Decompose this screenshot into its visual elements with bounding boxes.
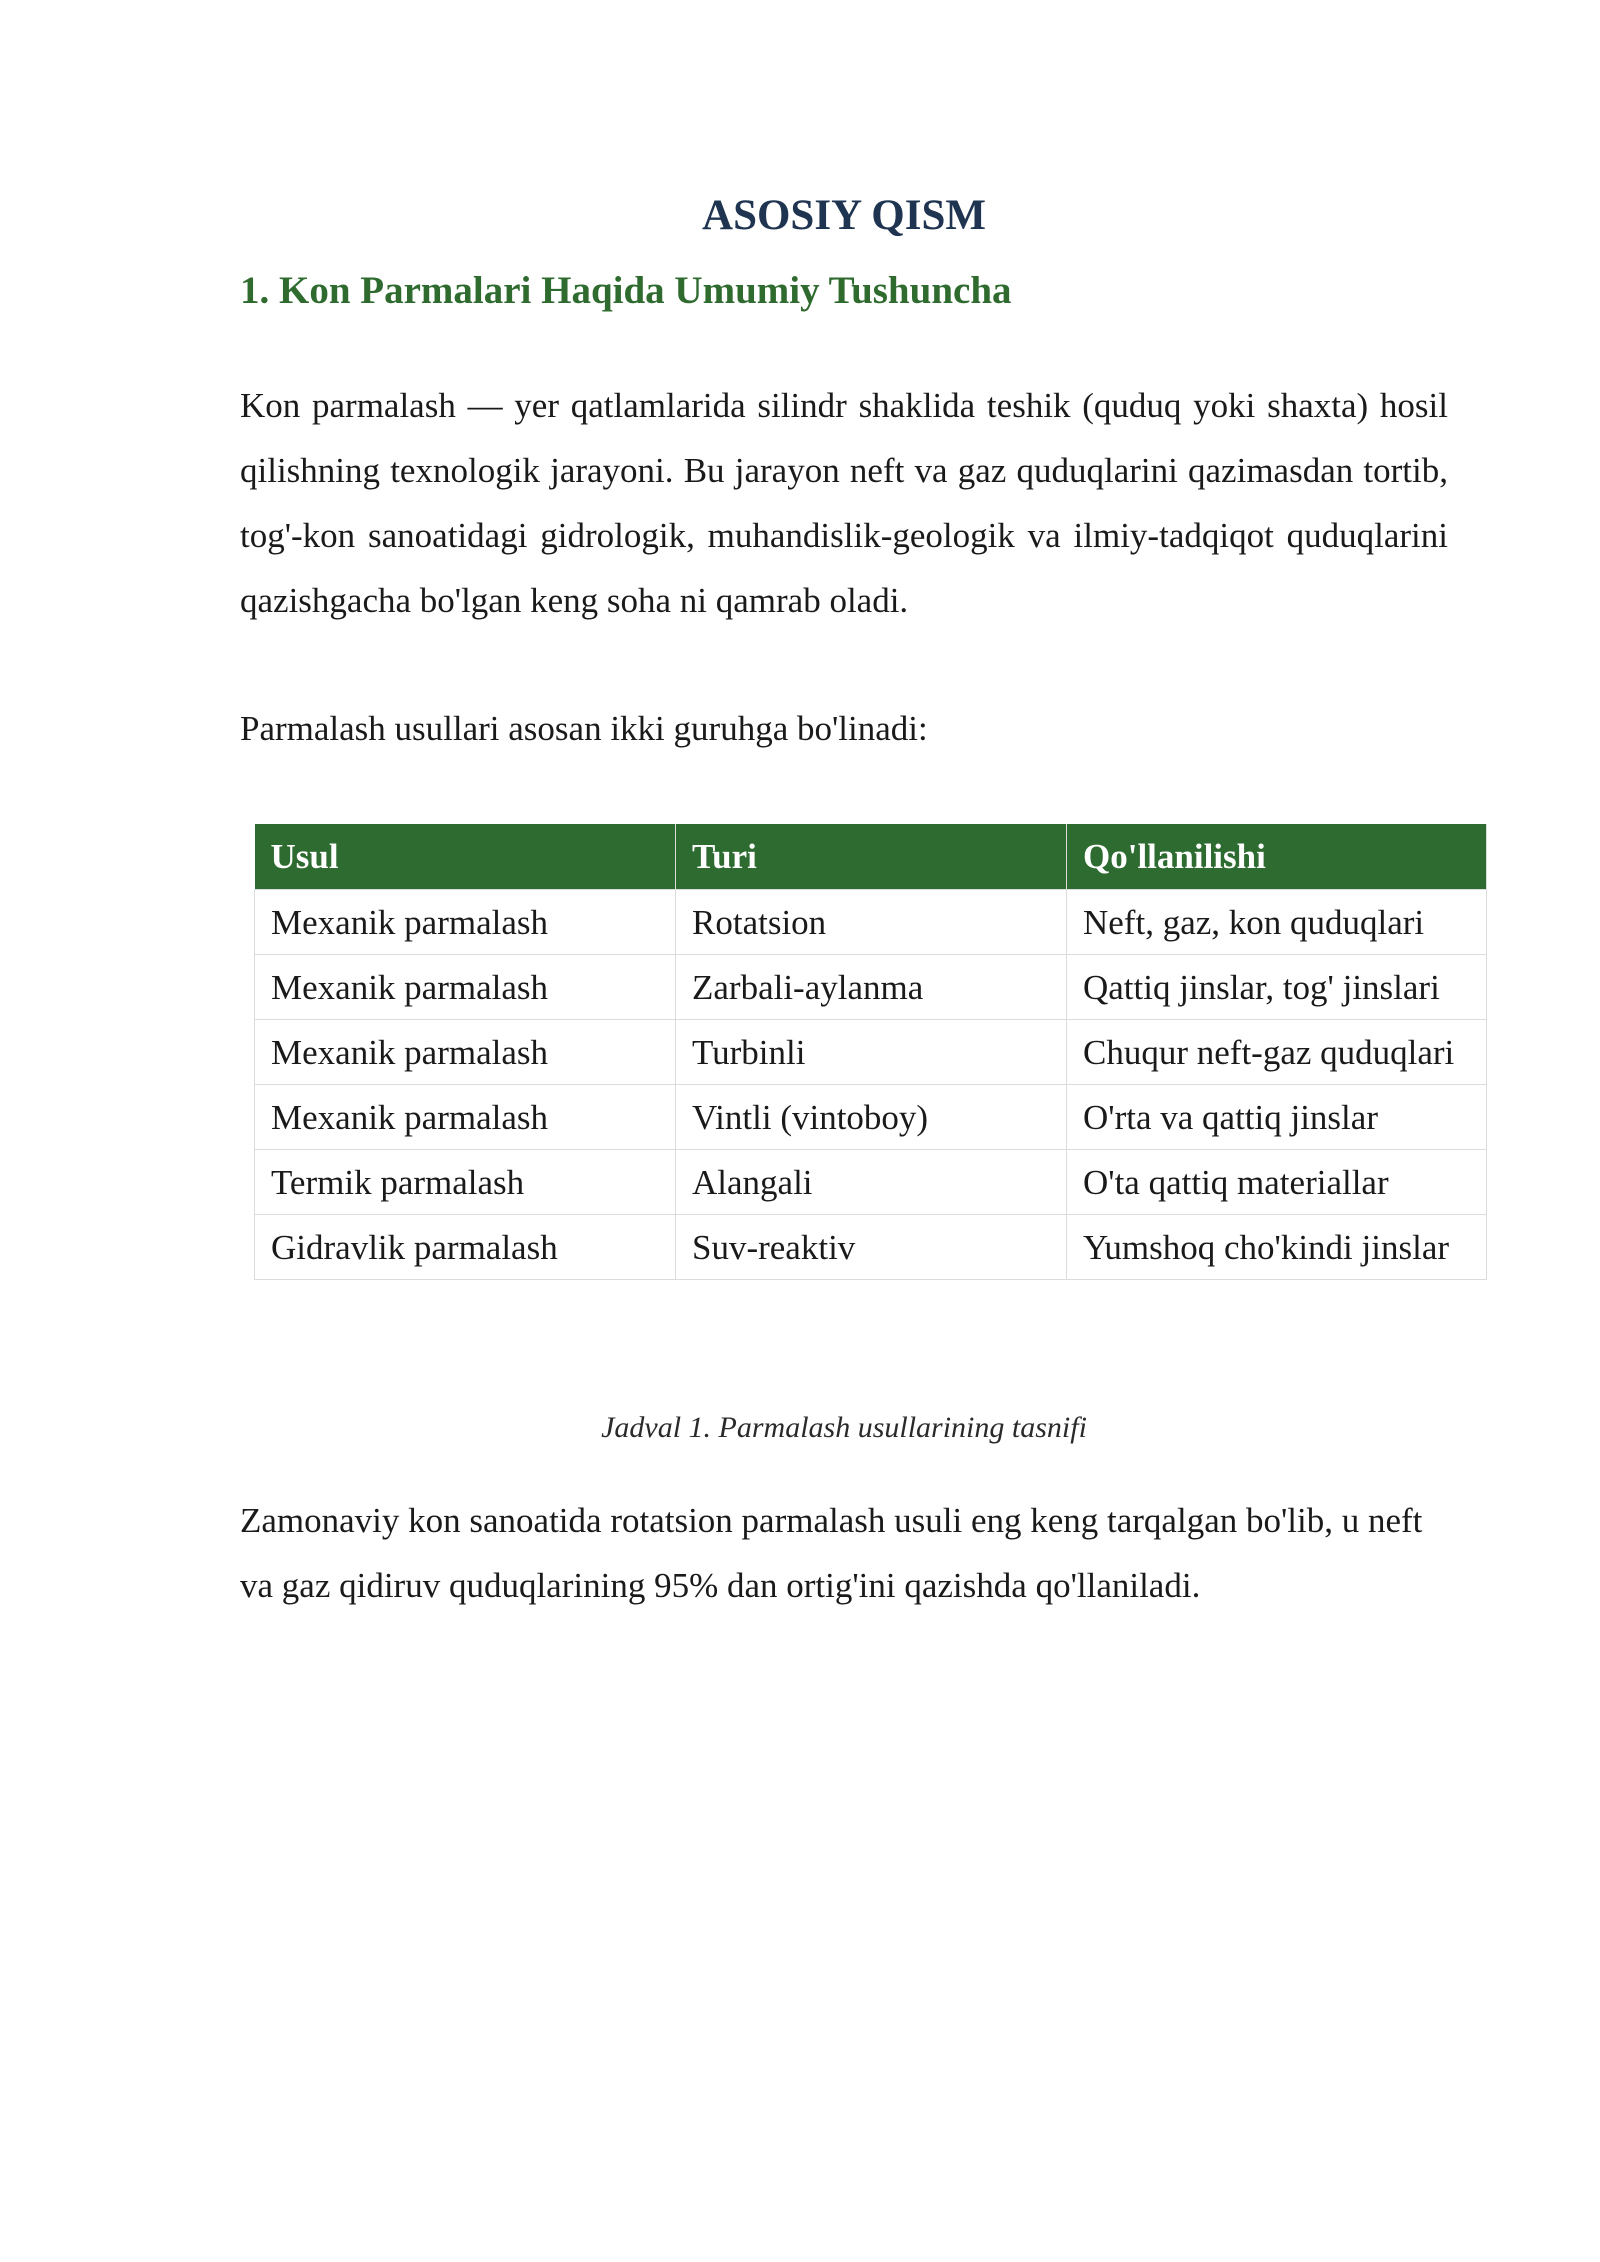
table-cell-turi: Turbinli (676, 1020, 1067, 1085)
page-title: ASOSIY QISM (702, 192, 986, 239)
table-cell-turi: Rotatsion (676, 890, 1067, 955)
table-cell-qollanilishi: Chuqur neft-gaz quduqlari (1067, 1020, 1487, 1085)
table-cell-turi: Zarbali-aylanma (676, 955, 1067, 1020)
column-header-turi: Turi (676, 824, 1067, 890)
table-cell-usul: Mexanik parmalash (255, 955, 676, 1020)
table-cell-qollanilishi: O'rta va qattiq jinslar (1067, 1085, 1487, 1150)
column-header-qollanilishi: Qo'llanilishi (1067, 824, 1487, 890)
intro-paragraph: Kon parmalash — yer qatlamlarida silindr shaklida teshik (quduq yoki shaxta) hosil qilishning texnologik jarayoni. Bu jarayon neft va gaz quduqlarini qazimasdan tortib, tog'-kon sanoatidagi gidrologik, muhandislik-geologik va ilmiy-tadqiqot quduqlarini qazishgacha bo'lgan keng soha ni qamrab oladi. (240, 386, 1448, 620)
column-header-usul: Usul (255, 824, 676, 890)
table-row (255, 1020, 1487, 1085)
table-cell-usul: Mexanik parmalash (255, 890, 676, 955)
section-heading: 1. Kon Parmalari Haqida Umumiy Tushuncha (240, 269, 1012, 312)
table-row (255, 890, 1487, 955)
table-cell-turi: Suv-reaktiv (676, 1215, 1067, 1280)
table-cell-qollanilishi: O'ta qattiq materiallar (1067, 1150, 1487, 1215)
methods-intro-paragraph: Parmalash usullari asosan ikki guruhga bo'linadi: (240, 709, 928, 748)
table-cell-turi: Alangali (676, 1150, 1067, 1215)
table-cell-usul: Termik parmalash (255, 1150, 676, 1215)
table-row (255, 1150, 1487, 1215)
table-cell-qollanilishi: Neft, gaz, kon quduqlari (1067, 890, 1487, 955)
table-row (255, 955, 1487, 1020)
table-cell-qollanilishi: Qattiq jinslar, tog' jinslari (1067, 955, 1487, 1020)
table-cell-usul: Gidravlik parmalash (255, 1215, 676, 1280)
table-caption: Jadval 1. Parmalash usullarining tasnifi (601, 1411, 1087, 1444)
table-row (255, 1085, 1487, 1150)
table-header-row (255, 824, 1487, 890)
conclusion-paragraph: Zamonaviy kon sanoatida rotatsion parmalash usuli eng keng tarqalgan bo'lib, u neft va gaz qidiruv quduqlarining 95% dan ortig'ini qazishda qo'llaniladi. (240, 1501, 1423, 1605)
table-cell-usul: Mexanik parmalash (255, 1085, 676, 1150)
table-cell-usul: Mexanik parmalash (255, 1020, 676, 1085)
table-cell-qollanilishi: Yumshoq cho'kindi jinslar (1067, 1215, 1487, 1280)
drilling-methods-table (254, 824, 1486, 1280)
table-row (255, 1215, 1487, 1280)
table-cell-turi: Vintli (vintoboy) (676, 1085, 1067, 1150)
